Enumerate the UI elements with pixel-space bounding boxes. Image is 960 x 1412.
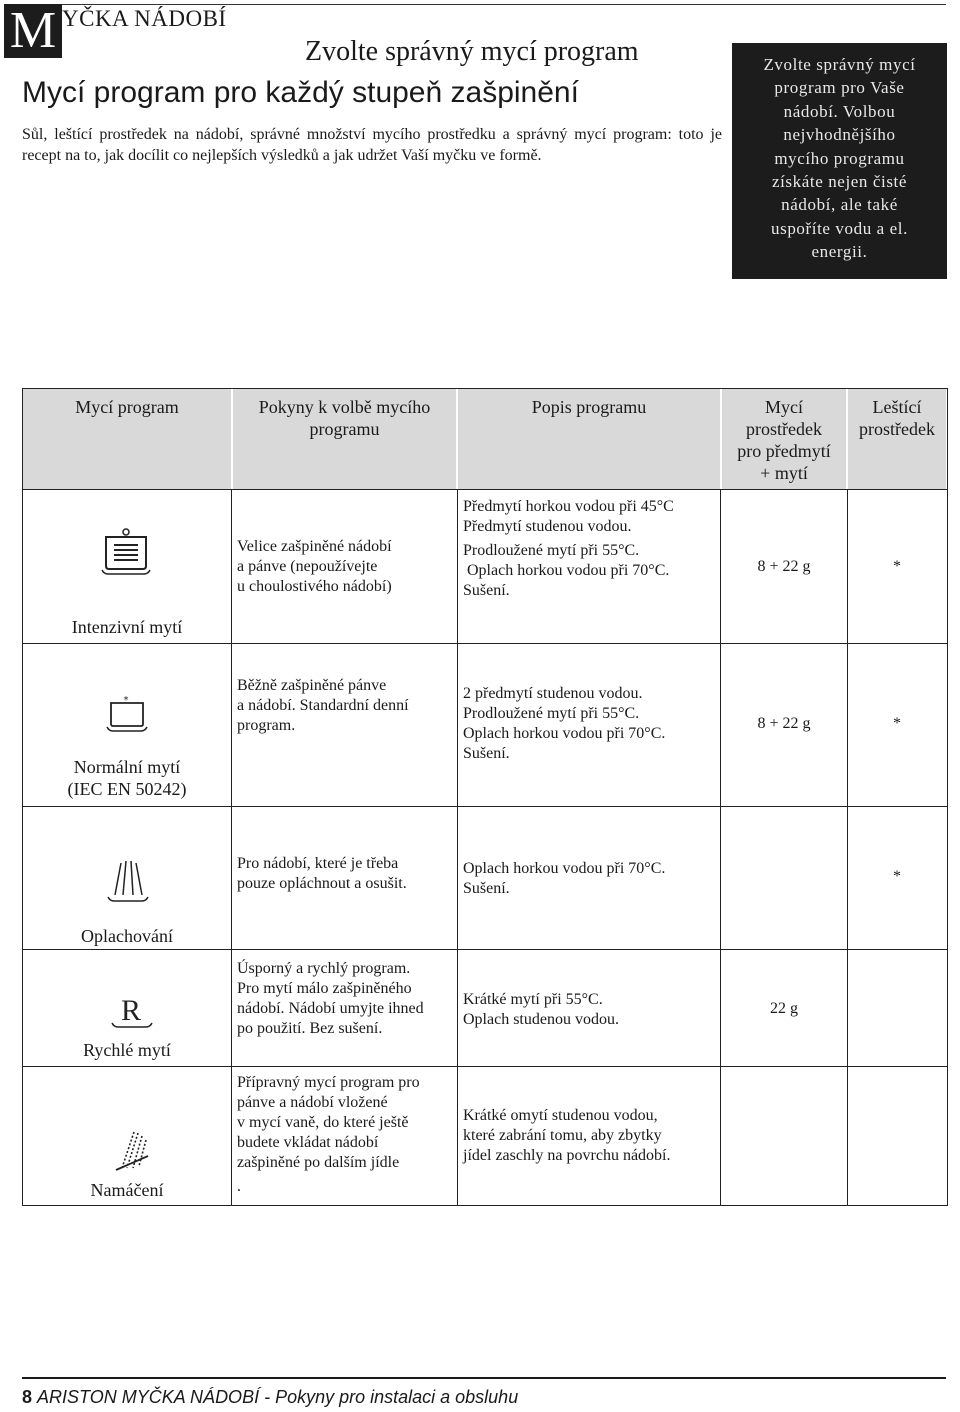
instructions-normal [237,676,409,736]
sidebox-line: uspoříte vodu a el. [771,218,908,238]
text-line: Prodloužené mytí při 55°C. [463,705,640,722]
text-line: Oplach studenou vodou. [463,1011,619,1028]
program-name-intensive: Intenzivní mytí [71,617,183,637]
instructions-quick [237,959,424,1039]
sidebox-line: nádobí, ale také [781,195,898,215]
sidebox-line: mycího programu [774,148,905,168]
header-rule [62,4,946,5]
header-program: Mycí program [75,397,179,417]
rinse-rinse: * [893,868,901,885]
text-line: nádobí. Nádobí umyjte ihned [237,1000,424,1017]
sidebox-line: nejvhodnějšího [783,125,896,145]
row-line [22,489,948,490]
text-line: Sušení. [463,745,510,762]
text-line: zašpiněné po dalším jídle [237,1154,400,1171]
column-line [231,489,232,1205]
text-line: Běžně zašpiněné pánve [237,677,387,694]
program-name-normal [23,756,231,800]
row-line [22,806,948,807]
subtitle: Zvolte správný mycí program [305,36,639,67]
text-line: Předmytí horkou vodou při 45°C [463,498,674,515]
text-line: a nádobí. Standardní denní [237,697,409,714]
description-quick [463,990,619,1030]
text-line: Krátké mytí při 55°C. [463,991,603,1008]
text-line: Sušení. [463,880,510,897]
text-line: program. [237,717,296,734]
text-line: jídel zaschly na povrchu nádobí. [463,1147,671,1164]
header-detergent-line: Mycí [765,397,803,417]
page-number: 8 [22,1387,33,1407]
program-name-rinse: Oplachování [81,926,173,946]
description-normal [463,684,665,764]
normal-pot-icon [104,694,150,734]
intro-paragraph: Sůl, leštící prostředek na nádobí, správné množství mycího prostředku a správný mycí program: toto je recept na to, jak docílit co nejlepších výsledků a jak udržet Vaší myčku ve formě. [22,126,722,164]
text-line: 2 předmytí studenou vodou. [463,685,643,702]
header-description: Popis programu [531,397,647,417]
instructions-rinse [237,854,407,894]
rinse-spray-icon [106,857,150,907]
section-title: YČKA NÁDOBÍ [62,6,227,31]
text-line: Přípravný mycí program pro [237,1074,420,1091]
column-line [720,489,721,1205]
rinse-normal: * [893,715,901,732]
text-line: Prodloužené mytí při 55°C. [463,542,640,559]
quick-wash-icon [110,992,154,1030]
column-line [457,489,458,1205]
header-instructions-line: programu [309,419,380,439]
text-line: pouze opláchnout a osušit. [237,875,407,892]
text-line: a pánve (nepoužívejte [237,558,378,575]
description-intensive [463,497,674,601]
text-line: Oplach horkou vodou při 70°C. [463,860,666,877]
svg-text:*: * [123,695,129,706]
sidebox-line: program pro Vaše [774,78,905,98]
header-instructions-line: Pokyny k volbě mycího [258,397,431,417]
quick-wash-letter: R [120,994,142,1027]
text-line: které zabrání tomu, aby zbytky [463,1127,662,1144]
text-line: Oplach horkou vodou při 70°C. [463,725,666,742]
footer-rule [22,1377,946,1379]
rinse-intensive: * [893,558,901,575]
sidebox-line: nádobí. Volbou [783,101,896,121]
text-line: Pro nádobí, které je třeba [237,855,399,872]
header-instructions [233,396,456,440]
text-line: pánve a nádobí vložené [237,1094,388,1111]
header-detergent-line: pro předmytí [737,441,831,461]
program-name-line: Normální mytí [73,757,181,777]
text-line: budete vkládat nádobí [237,1134,379,1151]
intensive-pot-icon [100,528,152,578]
header-detergent [722,396,846,484]
detergent-quick: 22 g [770,1000,798,1017]
text-line: Velice zašpiněné nádobí [237,538,392,555]
description-rinse [463,859,665,899]
column-line [847,489,848,1205]
header-detergent-line: + mytí [760,463,808,483]
program-name-soak: Namáčení [90,1180,164,1200]
info-sidebox [732,43,947,279]
sidebox-line: Zvolte správný mycí [763,55,916,74]
m-initial-logo: M [4,4,62,58]
header-detergent-line: prostředek [746,419,822,439]
text-line: Úsporný a rychlý program. [237,960,411,977]
row-line [22,643,948,644]
footer-text: ARISTON MYČKA NÁDOBÍ - Pokyny pro instalaci a obsluhu [37,1387,519,1407]
text-line: Pro mytí málo zašpiněného [237,980,412,997]
sidebox-line: energii. [811,242,868,262]
header-rinse-aid [848,396,946,440]
text-line: Předmytí studenou vodou. [463,518,632,535]
main-heading: Mycí program pro každý stupeň zašpinění [22,76,579,109]
program-name-quick: Rychlé mytí [83,1040,171,1060]
row-line [22,1066,948,1067]
text-line: Krátké omytí studenou vodou, [463,1107,658,1124]
detergent-normal: 8 + 22 g [757,715,811,732]
text-line: po použití. Bez sušení. [237,1020,383,1037]
text-line: Sušení. [463,582,510,599]
header-rinse-line: Leštící [872,397,922,417]
description-soak [463,1106,671,1166]
program-name-line: (IEC EN 50242) [67,779,187,799]
text-line: u choulostivého nádobí) [237,578,392,595]
sidebox-line: získáte nejen čisté [771,172,908,192]
text-line: . [237,1178,241,1195]
instructions-intensive [237,537,392,597]
text-line: v mycí vaně, do které ještě [237,1114,409,1131]
row-line [22,949,948,950]
header-rinse-line: prostředek [859,419,935,439]
instructions-soak [237,1073,420,1197]
detergent-intensive: 8 + 22 g [757,558,811,575]
soak-icon [112,1128,152,1178]
text-line: Oplach horkou vodou při 70°C. [463,562,670,579]
page-footer [22,1387,518,1408]
